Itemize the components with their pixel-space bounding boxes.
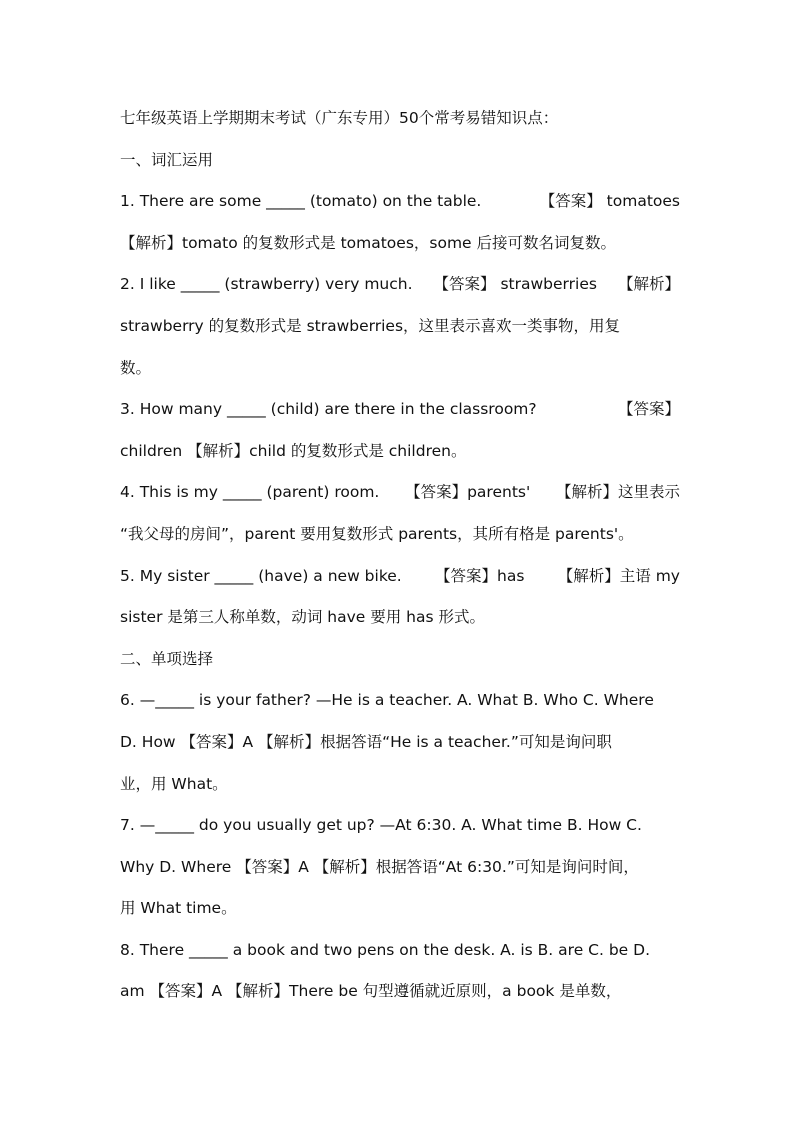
question-3-answer-and-explanation: children 【解析】child 的复数形式是 children。	[120, 441, 467, 460]
question-4-prompt: 4. This is my _____ (parent) room.	[120, 483, 380, 502]
question-2-line-1	[120, 264, 680, 306]
section-heading-single-choice: 二、单项选择	[120, 649, 214, 668]
question-7-explanation-end: 用 What time。	[120, 899, 237, 918]
question-4-line-1	[120, 472, 680, 514]
question-2-explanation-end: 数。	[120, 358, 152, 377]
question-4-answer: 【答案】parents'	[405, 483, 531, 502]
question-3-line-1	[120, 389, 680, 431]
question-2-prompt: 2. I like _____ (strawberry) very much.	[120, 275, 413, 294]
question-2-explanation-label: 【解析】	[617, 275, 680, 294]
section-heading-vocabulary: 一、词汇运用	[120, 150, 214, 169]
question-5-explanation: sister 是第三人称单数，动词 have 要用 has 形式。	[120, 608, 486, 627]
question-5-prompt: 5. My sister _____ (have) a new bike.	[120, 566, 402, 585]
question-6-explanation-end: 业，用 What。	[120, 774, 228, 793]
question-3-answer-label: 【答案】	[617, 400, 680, 419]
question-1-line-1	[120, 181, 680, 223]
question-8-answer-and-explanation: am 【答案】A 【解析】There be 句型遵循就近原则，a book 是单数，	[120, 982, 622, 1001]
question-5-answer: 【答案】has	[435, 566, 525, 585]
question-5-line-1	[120, 556, 680, 598]
question-1-prompt: 1. There are some _____ (tomato) on the table.	[120, 192, 482, 211]
question-5-explanation-start: 【解析】主语 my	[557, 566, 680, 585]
question-4-explanation: “我父母的房间”，parent 要用复数形式 parents，其所有格是 parents'。	[120, 524, 634, 543]
document-title: 七年级英语上学期期末考试（广东专用）50个常考易错知识点：	[120, 109, 559, 127]
question-1-explanation: 【解析】tomato 的复数形式是 tomatoes，some 后接可数名词复数。	[120, 233, 617, 252]
question-6-prompt: 6. —_____ is your father? —He is a teacher. A. What B. Who C. Where	[120, 691, 654, 710]
question-2-answer: 【答案】 strawberries	[433, 275, 597, 294]
question-4-explanation-start: 【解析】这里表示	[555, 483, 680, 502]
question-1-answer: 【答案】 tomatoes	[539, 192, 680, 211]
document-page	[120, 98, 680, 1013]
question-7-answer-and-explanation: Why D. Where 【答案】A 【解析】根据答语“At 6:30.”可知是询问时间，	[120, 857, 639, 876]
question-3-prompt: 3. How many _____ (child) are there in the classroom?	[120, 400, 537, 419]
question-2-explanation: strawberry 的复数形式是 strawberries，这里表示喜欢一类事物，用复	[120, 316, 621, 335]
question-7-prompt: 7. —_____ do you usually get up? —At 6:30. A. What time B. How C.	[120, 816, 642, 835]
question-8-prompt: 8. There _____ a book and two pens on the desk. A. is B. are C. be D.	[120, 940, 650, 959]
question-6-answer-and-explanation: D. How 【答案】A 【解析】根据答语“He is a teacher.”可知是询问职	[120, 732, 612, 751]
